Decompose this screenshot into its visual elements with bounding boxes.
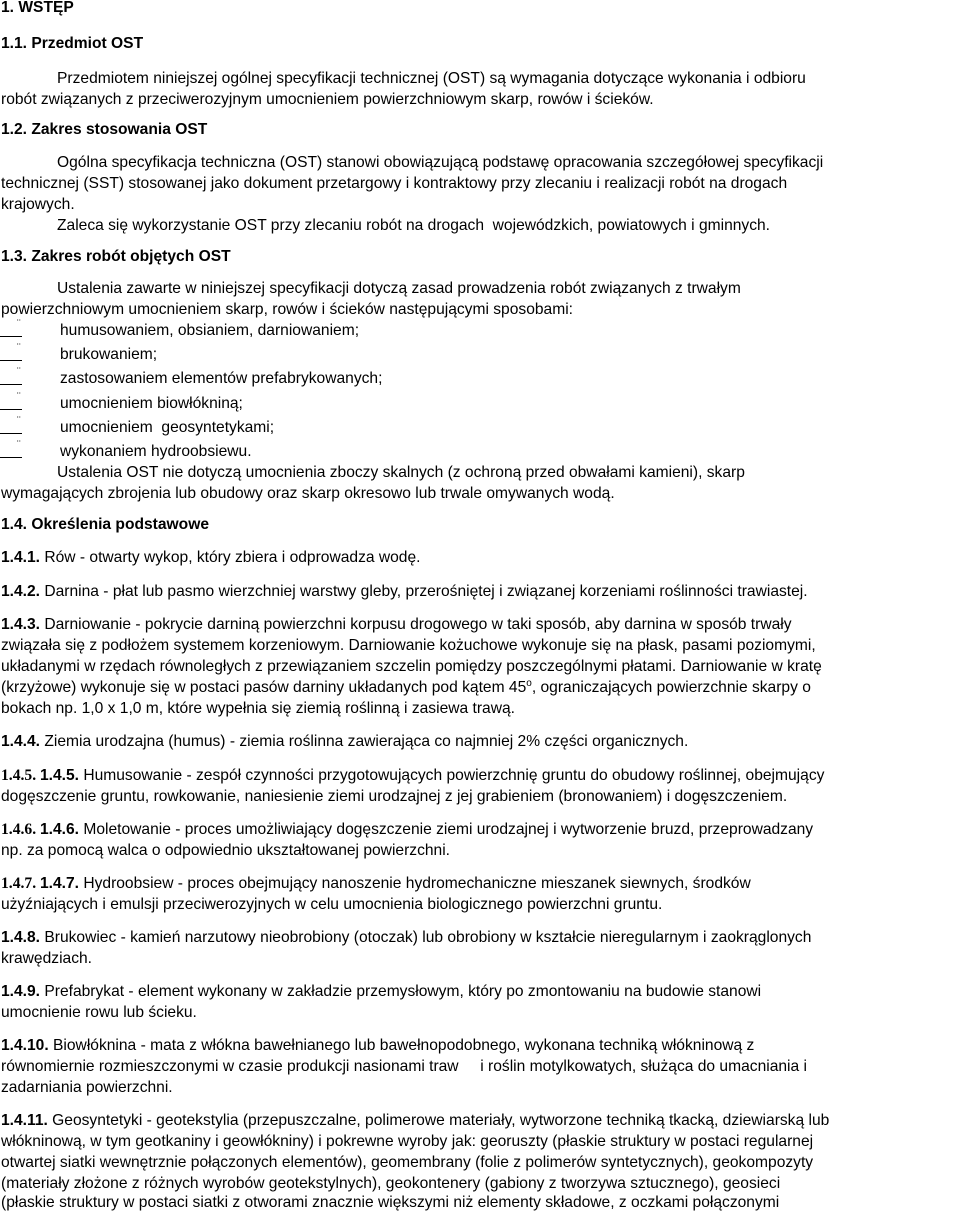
definition-text: Rów - otwarty wykop, który zbiera i odprowadza wodę. [40, 549, 421, 566]
definition-row [1, 928, 811, 948]
definition-text: Hydroobsiew - proces obejmujący nanoszenie hydromechaniczne mieszanek siewnych, środków [79, 875, 751, 892]
paragraph-line: Przedmiotem niniejszej ogólnej specyfikacji technicznej (OST) są wymagania dotyczące wykonania i odbioru [57, 70, 806, 87]
definition-text: Geosyntetyki - geotekstylia (przepuszczalne, polimerowe materiały, wytworzone techniką tkacką, dziewiarską lub [47, 1112, 830, 1129]
list-item: umocnieniem biowłókniną; [60, 395, 243, 412]
definition-text: Darniowanie - pokrycie darniną powierzchni korpusu drogowego w taki sposób, aby darnina w sposób trwały [40, 616, 792, 633]
paragraph-line: technicznej (SST) stosowanej jako dokument przetargowy i kontraktowy przy zlecaniu i realizacji robót na drogach [1, 175, 788, 192]
paragraph-line: zadarniania powierzchni. [1, 1079, 173, 1096]
definition-number: 1.4.1. [1, 549, 41, 566]
list-item: umocnieniem geosyntetykami; [60, 419, 275, 436]
definition-text: Humusowanie - zespół czynności przygotowujących powierzchnię gruntu do obudowy roślinnej, obejmujący [79, 767, 825, 784]
paragraph-line: związała się z podłożem systemem korzeniowym. Darniowanie kożuchowe wykonuje się na płask, pasami poziomymi, [1, 637, 816, 654]
text-span: (krzyżowe) wykonuje się w postaci pasów darniny układanych pod kątem 45 [1, 679, 527, 696]
definition-number-prefix: 1.4.6. [1, 821, 40, 838]
paragraph-line: Ogólna specyfikacja techniczna (OST) stanowi obowiązującą podstawę opracowania szczegółowej specyfikacji [57, 154, 824, 171]
paragraph-line: (płaskie struktury w postaci siatki z otworami znacznie większymi niż elementy składowe, z oczkami połączonymi [1, 1194, 780, 1211]
list-dash-marker [0, 394, 28, 414]
paragraph-line: bokach np. 1,0 x 1,0 m, które wypełnia się ziemią roślinną i zasiewa trawą. [1, 700, 515, 717]
definition-text: Biowłóknina - mata z włókna bawełnianego lub bawełnopodobnego, wykonana techniką włókninową z [48, 1037, 755, 1054]
definition-number-prefix: 1.4.7. [1, 875, 40, 892]
paragraph-line: użyźniających i emulsji przeciwerozyjnych w celu umocnienia biologicznego powierzchni gruntu. [1, 896, 663, 913]
list-item: humusowaniem, obsianiem, darniowaniem; [60, 322, 360, 339]
list-dash-marker [0, 345, 28, 365]
paragraph-line [1, 678, 811, 700]
paragraph-line: równomiernie rozmieszczonymi w czasie produkcji nasionami traw i roślin motylkowatych, służąca do umacniania i [1, 1058, 807, 1075]
definition-text: Moletowanie - proces umożliwiający dogęszczenie ziemi urodzajnej i wytworzenie bruzd, przeprowadzany [79, 821, 814, 838]
degree-superscript: o [526, 678, 532, 689]
list-dash-marker [0, 369, 28, 389]
paragraph-line: Zaleca się wykorzystanie OST przy zlecaniu robót na drogach wojewódzkich, powiatowych i gminnych. [57, 217, 771, 234]
chapter-heading: 1. WSTĘP [1, 0, 74, 16]
section-1-2-heading: 1.2. Zakres stosowania OST [1, 121, 208, 138]
definition-row [1, 1036, 754, 1056]
definition-number: 1.4.10. [1, 1037, 49, 1054]
paragraph-line: robót związanych z przeciwerozyjnym umocnieniem powierzchniowym skarp, rowów i ścieków. [1, 91, 654, 108]
paragraph-line: Ustalenia zawarte w niniejszej specyfikacji dotyczą zasad prowadzenia robót związanych z trwałym [57, 280, 741, 297]
definition-row [1, 820, 813, 840]
definition-number: 1.4.5. [39, 767, 79, 784]
definition-row [1, 766, 824, 786]
definition-row [1, 732, 688, 752]
list-item: brukowaniem; [60, 346, 158, 363]
definition-number: 1.4.8. [1, 929, 41, 946]
list-dash-marker [0, 321, 28, 341]
definition-number: 1.4.9. [1, 983, 41, 1000]
paragraph-line: krawędziach. [1, 950, 93, 967]
list-dash-marker [0, 442, 28, 462]
definition-text: Ziemia urodzajna (humus) - ziemia roślinna zawierająca co najmniej 2% części organicznych. [40, 733, 689, 750]
section-1-4-heading: 1.4. Określenia podstawowe [1, 516, 209, 533]
definition-row [1, 615, 792, 635]
definition-text: Brukowiec - kamień narzutowy nieobrobiony (otoczak) lub obrobiony w kształcie nieregularnym i zaokrąglonych [40, 929, 812, 946]
definition-number: 1.4.6. [39, 821, 79, 838]
paragraph-line: krajowych. [1, 196, 75, 213]
definition-number-prefix: 1.4.5. [1, 767, 40, 784]
paragraph-line: (materiały złożone z różnych wyrobów geotekstylnych), geokontenery (gabiony z tworzywa sztucznego), geosieci [1, 1175, 781, 1192]
definition-row [1, 548, 421, 568]
definition-row [1, 982, 761, 1002]
definition-row [1, 582, 808, 602]
definition-text: Darnina - płat lub pasmo wierzchniej warstwy gleby, przerośniętej i związanej korzeniami roślinności trawiastej. [40, 583, 808, 600]
definition-text: Prefabrykat - element wykonany w zakładzie przemysłowym, który po zmontowaniu na budowie stanowi [40, 983, 762, 1000]
definition-row [1, 1111, 829, 1131]
definition-number: 1.4.2. [1, 583, 41, 600]
paragraph-line: wymagających zbrojenia lub obudowy oraz skarp okresowo lub trwale omywanych wodą. [1, 485, 615, 502]
definition-number: 1.4.3. [1, 616, 41, 633]
list-item: zastosowaniem elementów prefabrykowanych; [60, 370, 383, 387]
paragraph-line: umocnienie rowu lub ścieku. [1, 1004, 197, 1021]
definition-number: 1.4.7. [39, 875, 79, 892]
paragraph-line: otwartej siatki wewnętrznie połączonych elementów), geomembrany (folie z polimerów syntetycznych), geokompozyty [1, 1154, 814, 1171]
text-span: , ograniczających powierzchnie skarpy o [531, 679, 811, 696]
paragraph-line: Ustalenia OST nie dotyczą umocnienia zboczy skalnych (z ochroną przed obwałami kamieni), skarp [57, 464, 745, 481]
list-dash-marker [0, 418, 28, 438]
paragraph-line: powierzchniowym umocnieniem skarp, rowów i ścieków następującymi sposobami: [1, 301, 573, 318]
paragraph-line: włókninową, w tym geotkaniny i geowłókniny) i pokrewne wyroby jak: georuszty (płaskie struktury w postaci regularnej [1, 1133, 814, 1150]
paragraph-line: dogęszczenie gruntu, rowkowanie, naniesienie ziemi urodzajnej z jej grabieniem (bronowaniem) i dogęszczeniem. [1, 788, 788, 805]
definition-number: 1.4.4. [1, 733, 41, 750]
section-1-1-heading: 1.1. Przedmiot OST [1, 35, 144, 52]
section-1-3-heading: 1.3. Zakres robót objętych OST [1, 248, 231, 265]
paragraph-line: np. za pomocą walca o odpowiednio ukształtowanej powierzchni. [1, 842, 451, 859]
definition-number: 1.4.11. [1, 1112, 48, 1129]
list-item: wykonaniem hydroobsiewu. [60, 443, 252, 460]
paragraph-line: układanymi w rzędach równoległych z przewiązaniem szczelin pomiędzy poszczególnymi płatami. Darniowanie w kratę [1, 658, 822, 675]
definition-row [1, 874, 751, 894]
